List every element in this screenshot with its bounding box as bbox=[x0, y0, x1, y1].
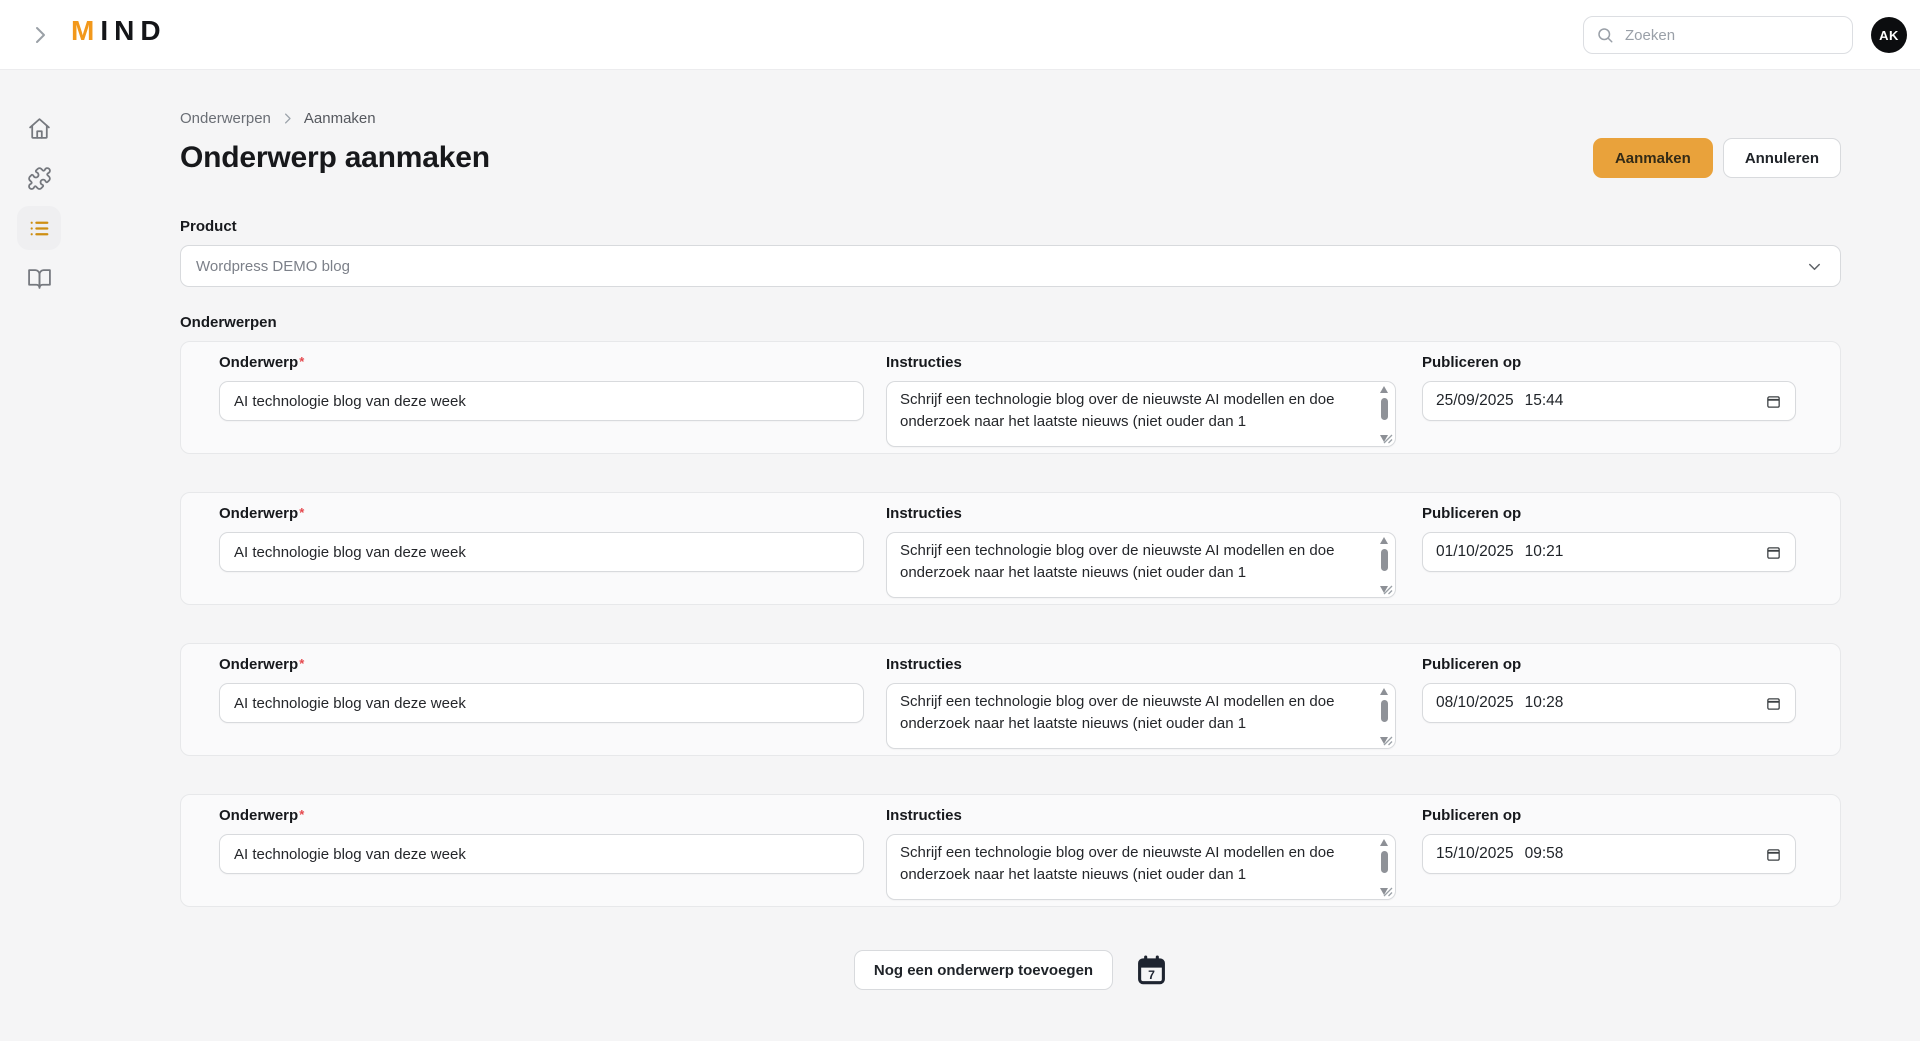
product-select[interactable] bbox=[180, 245, 1841, 287]
breadcrumb bbox=[180, 110, 1841, 127]
sidebar-item-integrations[interactable] bbox=[17, 156, 61, 200]
calendar-icon[interactable] bbox=[1765, 695, 1782, 712]
instructions-label: Instructies bbox=[886, 354, 962, 371]
scroll-up-arrow-icon[interactable] bbox=[1380, 537, 1388, 544]
publish-time-value[interactable]: 15:44 bbox=[1524, 392, 1564, 409]
publish-datetime-input[interactable] bbox=[1422, 683, 1796, 723]
app-logo[interactable] bbox=[71, 15, 167, 47]
topic-card bbox=[180, 794, 1841, 907]
publish-date-value[interactable]: 15/10/2025 bbox=[1436, 845, 1514, 862]
footer-row bbox=[180, 950, 1841, 990]
topic-label: Onderwerp* bbox=[219, 354, 305, 371]
instructions-label: Instructies bbox=[886, 807, 962, 824]
topic-card bbox=[180, 492, 1841, 605]
topic-input[interactable] bbox=[219, 834, 864, 874]
publish-label: Publiceren op bbox=[1422, 354, 1522, 371]
sidebar-expand-button[interactable] bbox=[22, 17, 58, 53]
sidebar-item-library[interactable] bbox=[17, 256, 61, 300]
resize-handle-icon[interactable] bbox=[1383, 434, 1393, 444]
title-row bbox=[180, 138, 1841, 178]
instructions-textarea[interactable] bbox=[886, 834, 1396, 900]
publish-label: Publiceren op bbox=[1422, 505, 1522, 522]
scrollbar-thumb[interactable] bbox=[1381, 851, 1388, 873]
publish-label: Publiceren op bbox=[1422, 807, 1522, 824]
scrollbar-thumb[interactable] bbox=[1381, 549, 1388, 571]
publish-datetime-input[interactable] bbox=[1422, 381, 1796, 421]
instructions-textarea[interactable] bbox=[886, 532, 1396, 598]
publish-date-value[interactable]: 25/09/2025 bbox=[1436, 392, 1514, 409]
product-label: Product bbox=[180, 218, 237, 235]
topic-card bbox=[180, 643, 1841, 756]
publish-date-value[interactable]: 08/10/2025 bbox=[1436, 694, 1514, 711]
breadcrumb-aanmaken: Aanmaken bbox=[303, 110, 376, 127]
logo-letters-ind: IND bbox=[100, 15, 167, 46]
home-icon bbox=[27, 116, 52, 141]
list-icon bbox=[27, 216, 52, 241]
publish-datetime-input[interactable] bbox=[1422, 532, 1796, 572]
topic-input[interactable] bbox=[219, 532, 864, 572]
publish-time-value[interactable]: 09:58 bbox=[1524, 845, 1564, 862]
calendar-icon[interactable] bbox=[1765, 846, 1782, 863]
required-marker: * bbox=[299, 656, 305, 671]
required-marker: * bbox=[299, 354, 305, 369]
search-input[interactable] bbox=[1623, 26, 1840, 45]
scrollbar-thumb[interactable] bbox=[1381, 700, 1388, 722]
publish-time-value[interactable]: 10:21 bbox=[1524, 543, 1564, 560]
instructions-textarea[interactable] bbox=[886, 683, 1396, 749]
scroll-up-arrow-icon[interactable] bbox=[1380, 386, 1388, 393]
scroll-up-arrow-icon[interactable] bbox=[1380, 839, 1388, 846]
calendar-week-icon[interactable] bbox=[1136, 955, 1167, 986]
topic-input[interactable] bbox=[219, 381, 864, 421]
page-actions bbox=[1593, 138, 1841, 178]
breadcrumb-onderwerpen[interactable]: Onderwerpen bbox=[180, 110, 271, 127]
topic-card bbox=[180, 341, 1841, 454]
required-marker: * bbox=[299, 807, 305, 822]
logo-letter-m: M bbox=[71, 15, 101, 46]
topic-cards bbox=[180, 341, 1841, 907]
book-icon bbox=[27, 266, 52, 291]
instructions-textarea[interactable] bbox=[886, 381, 1396, 447]
breadcrumb-separator-icon bbox=[280, 111, 295, 126]
instructions-label: Instructies bbox=[886, 505, 962, 522]
page-title: Onderwerp aanmaken bbox=[180, 141, 490, 174]
main-content bbox=[180, 70, 1841, 990]
resize-handle-icon[interactable] bbox=[1383, 585, 1393, 595]
create-button[interactable]: Aanmaken bbox=[1593, 138, 1713, 178]
scroll-up-arrow-icon[interactable] bbox=[1380, 688, 1388, 695]
topic-label: Onderwerp* bbox=[219, 807, 305, 824]
chevron-down-icon bbox=[1805, 257, 1824, 276]
cancel-button[interactable]: Annuleren bbox=[1723, 138, 1841, 178]
calendar-icon[interactable] bbox=[1765, 544, 1782, 561]
avatar[interactable]: AK bbox=[1871, 17, 1907, 53]
sidebar bbox=[0, 70, 78, 1041]
publish-time-value[interactable]: 10:28 bbox=[1524, 694, 1564, 711]
resize-handle-icon[interactable] bbox=[1383, 887, 1393, 897]
publish-label: Publiceren op bbox=[1422, 656, 1522, 673]
topic-label: Onderwerp* bbox=[219, 505, 305, 522]
scrollbar-thumb[interactable] bbox=[1381, 398, 1388, 420]
topbar bbox=[0, 0, 1920, 70]
calendar-icon[interactable] bbox=[1765, 393, 1782, 410]
topic-label: Onderwerp* bbox=[219, 656, 305, 673]
add-topic-button[interactable]: Nog een onderwerp toevoegen bbox=[854, 950, 1113, 990]
instructions-label: Instructies bbox=[886, 656, 962, 673]
chevron-right-icon bbox=[28, 23, 52, 47]
sidebar-item-topics[interactable] bbox=[17, 206, 61, 250]
resize-handle-icon[interactable] bbox=[1383, 736, 1393, 746]
search-icon bbox=[1596, 26, 1614, 44]
product-select-value: Wordpress DEMO blog bbox=[196, 257, 350, 275]
topics-section-label: Onderwerpen bbox=[180, 314, 277, 331]
puzzle-icon bbox=[27, 166, 52, 191]
required-marker: * bbox=[299, 505, 305, 520]
sidebar-item-home[interactable] bbox=[17, 106, 61, 150]
calendar-day-number: 7 bbox=[1148, 967, 1156, 982]
publish-date-value[interactable]: 01/10/2025 bbox=[1436, 543, 1514, 560]
topic-input[interactable] bbox=[219, 683, 864, 723]
global-search[interactable] bbox=[1583, 16, 1853, 54]
publish-datetime-input[interactable] bbox=[1422, 834, 1796, 874]
